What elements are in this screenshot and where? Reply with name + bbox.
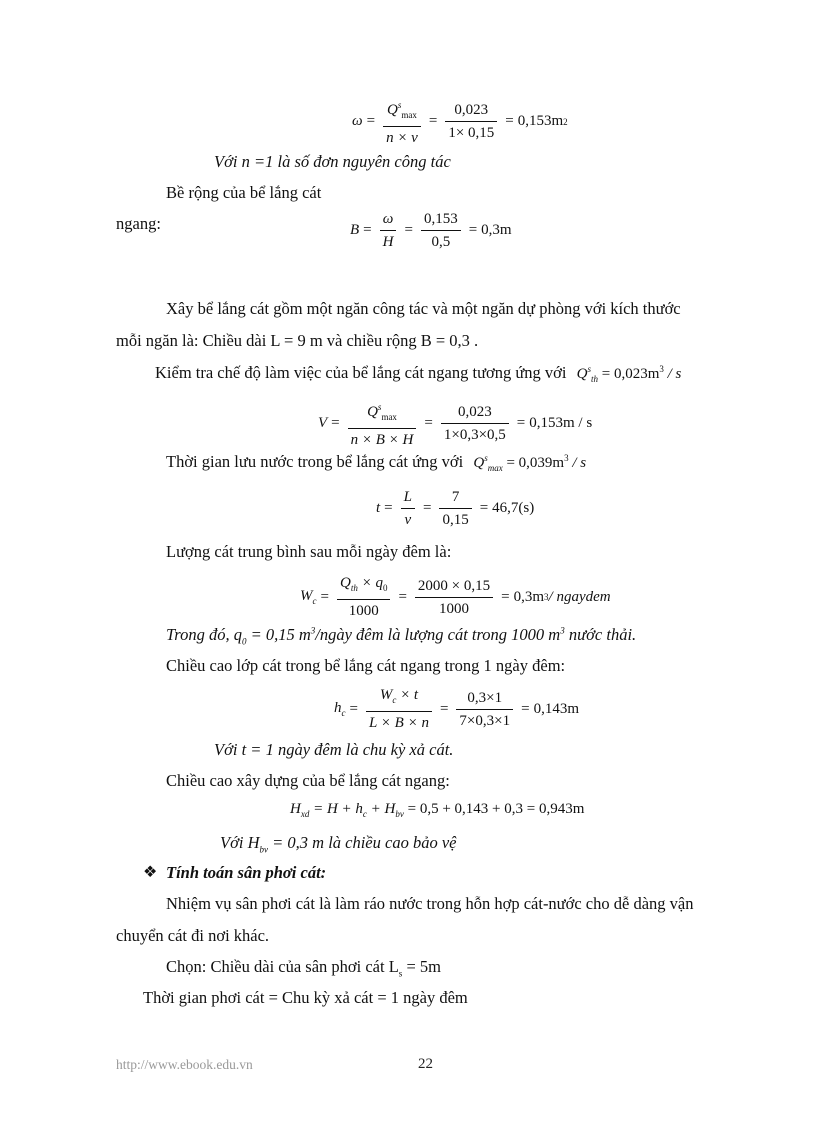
equation-w: $W_c$ = $\frac{Q_{th} \times q_0}{1000}$ = $\frac{2000 \times 0,15}{1000}$ = 0,3m 3 / ngaydem [300,575,611,619]
diamond-bullet-icon: ❖ [143,864,158,881]
paragraph-line: mỗi ngăn là: Chiều dài L = 9 m và chiều rộng B = 0,3 . [116,331,479,350]
equation-h: $h_c$ = $\frac{W_c \times t}{L \times B \times n}$ = $\frac{0,3\times 1}{7\times 0,3\times 1}$ = 0,143m [334,687,579,731]
note-hbv: Với $H_{bv} = 0,3$ m là chiều cao bảo vệ [220,833,457,855]
width-label-2: ngang: [116,214,161,233]
equation-b: B = $\frac{\omega}{H}$ = $\frac{0,153}{0,5}$ = 0,3m [350,211,512,250]
section-title: Tính toán sân phơi cát: [166,863,327,882]
dry-time-line: Thời gian phơi cát = Chu kỳ xả cát = 1 ngày đêm [143,988,468,1007]
note-q0: Trong đó, $q_0 = 0,15$ $m^3$/ngày đêm là lượng cát trong 1000 $m^3$ nước thải. [166,625,637,647]
build-line: Chiều cao xây dựng của bể lắng cát ngang: [166,771,450,790]
height-line: Chiều cao lớp cát trong bể lắng cát ngang trong 1 ngày đêm: [166,656,566,675]
note-n: Với n =1 là số đơn nguyên công tác [214,152,451,171]
footer-url[interactable]: http://www.ebook.edu.vn [116,1057,253,1072]
paragraph-line: chuyển cát đi nơi khác. [116,926,270,945]
note-t: Với t = 1 ngày đêm là chu kỳ xả cát. [214,740,454,759]
fraction: $\frac{Q^s_{max}}{n \times v}$ [383,96,421,147]
paragraph-line: Xây bể lắng cát gồm một ngăn công tác và một ngăn dự phòng với kích thước [166,299,681,318]
equation-omega: ω = $\frac{Q^s_{max}}{n \times v}$ = $\frac{0,023}{1\times 0,15}$ = 0,153m 2 [352,96,568,147]
equation-hxd: $H_{xd} = H + h_c + H_{bv} = 0,5 + 0,143 + 0,3 = 0,943m$ [290,801,585,819]
check-line: Kiểm tra chế độ làm việc của bể lắng cát ngang tương ứng với $Q^s_{th} = 0,023m^3 / s$ [155,363,682,384]
page-number: 22 [418,1056,433,1072]
paragraph-line: Nhiệm vụ sân phơi cát là làm ráo nước trong hỗn hợp cát-nước cho dễ dàng vận [166,894,694,913]
fraction: $\frac{0,023}{1\times 0,15}$ [445,101,497,142]
time-line: Thời gian lưu nước trong bể lắng cát ứng với $Q^s_{max} = 0,039m^3 / s$ [166,452,587,473]
choose-line: Chọn: Chiều dài của sân phơi cát $L_s = 5m$ [166,957,441,979]
eq-lhs: ω [352,113,363,129]
sand-line: Lượng cát trung bình sau mỗi ngày đêm là: [166,542,452,561]
equation-t: t = $\frac{L}{v}$ = $\frac{7}{0,15}$ = 46,7(s) [376,489,535,528]
width-label: Bề rộng của bể lắng cát [166,183,322,202]
equation-v: V = $\frac{Q^s_{max}}{n \times B \times H}$ = $\frac{0,023}{1\times 0,3\times 0,5}$ = 0,153m / s [318,398,592,449]
